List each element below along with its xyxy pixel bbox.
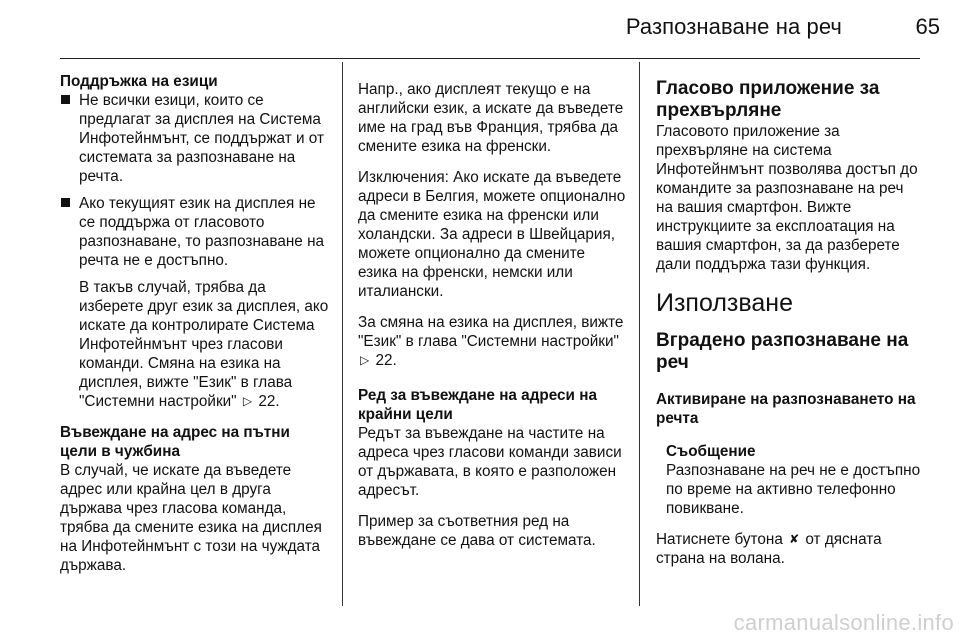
paragraph [358,313,626,370]
bullet-square-icon [61,95,70,104]
paragraph: Гласовото приложение за прехвърляне на система Инфотейнмънт позволява достъп до командите за разпознаване на реч на вашия смартфон. Вижте инструкциите за експлоатация на вашия смартфон, за да разберете дали поддържа тази функция. [656,123,918,273]
paragraph: Изключения: Ако искате да въведете адреси в Белгия, можете опционално да смените езика на френски или холандски. За адреси в Швейцария, можете опционално да смените езика на френски, немски или италиански. [358,169,626,300]
paragraph: Пример за съответния ред на въвеждане се дава от системата. [358,513,596,549]
foreign-heading: Въвеждане на адрес на пътни цели в чужбина [60,424,290,460]
bullet-text: Ако текущият език на дисплея не се поддържа от гласовото разпознаване, то разпознаване на речта не е достъпно. [79,195,325,269]
triangle-right-icon: ▷ [360,353,370,367]
column-1 [60,72,330,587]
voice-button-icon: ✘ [789,532,800,546]
paragraph-text: от дясната страна на волана. [656,531,882,567]
column-2 [358,80,626,562]
passthrough-heading: Гласово приложение за прехвърляне [656,78,880,121]
page-title: Разпознаване на реч [625,14,842,39]
builtin-heading: Вградено разпознаване на реч [656,330,909,373]
column-divider [342,62,343,606]
paragraph [656,530,924,568]
column-3 [656,78,924,580]
paragraph-text: Натиснете бутона [656,531,783,548]
watermark-brand: carmanualsonline.info [733,610,954,635]
column-divider [639,62,640,606]
usage-heading: Използване [656,289,793,317]
note-text: Разпознаване на реч не е достъпно по време на активно телефонно повикване. [666,462,921,517]
header-divider [60,58,920,59]
list-item [60,194,330,270]
page-number: 65 [915,14,940,39]
bullet-text: Не всички езици, които се предлагат за дисплея на Система Инфотейнмънт, се поддържат и от системата за разпознаване на речта. [79,92,324,185]
activate-heading: Активиране на разпознаването на речта [656,391,916,427]
support-heading: Поддръжка на езици [60,73,218,90]
paragraph: В случай, че искате да въведете адрес или крайна цел в друга държава чрез гласова команда, трябва да смените езика на дисплея на Инфотейнмънт с този на чуждата държава. [60,462,322,574]
page-reference[interactable]: 22. [375,352,397,369]
bullet-continuation [79,278,330,411]
paragraph-text: За смяна на езика на дисплея, вижте "Език" в глава "Системни настройки" [358,314,624,350]
bullet-square-icon [61,198,70,207]
paragraph: Редът за въвеждане на частите на адреса чрез гласови команди зависи от държавата, в която е разположен адресът. [358,425,622,499]
order-heading: Ред за въвеждане на адреси на крайни цели [358,387,597,423]
note-title: Съобщение [666,443,756,460]
paragraph: Напр., ако дисплеят текущо е на английски език, а искате да въведете име на град във Франция, трябва да смените езика на френски. [358,81,624,155]
page-reference[interactable]: 22. [258,393,280,410]
paragraph-text: В такъв случай, трябва да изберете друг език за дисплея, ако искате да контролирате Система Инфотейнмънт чрез гласови команди. Смяна на езика на дисплея, вижте "Език" в глава "Системни настройки" [79,279,329,410]
note-box [666,442,924,518]
triangle-right-icon: ▷ [242,394,253,408]
list-item [60,91,330,186]
